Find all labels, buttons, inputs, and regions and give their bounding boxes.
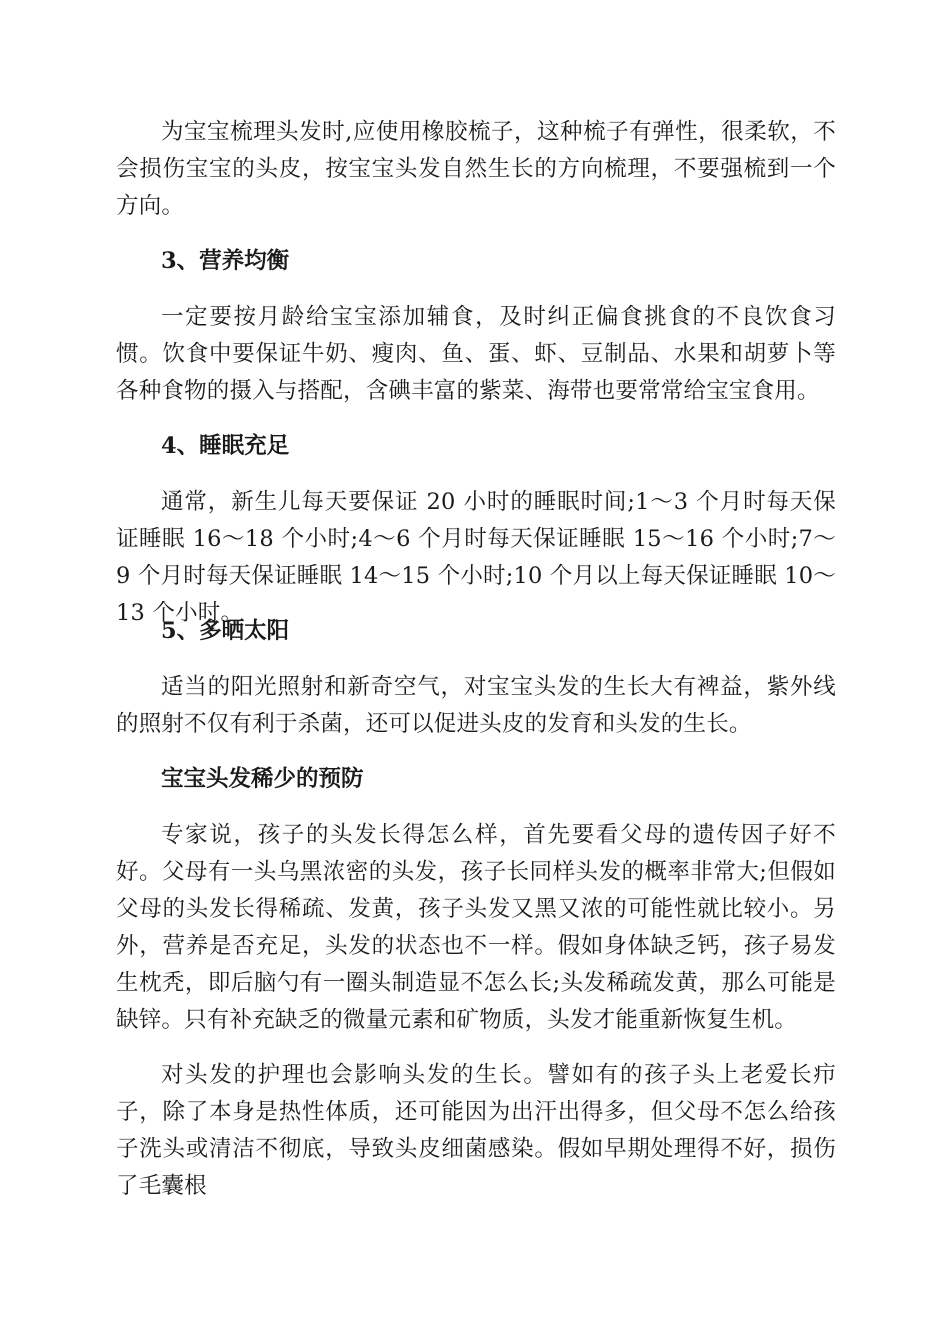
heading-prevention: 宝宝头发稀少的预防 [161, 766, 364, 792]
paragraph-hair-combing: 为宝宝梳理头发时,应使用橡胶梳子，这种梳子有弹性，很柔软，不会损伤宝宝的头皮，按宝宝头发自然生长的方向梳理，不要强梳到一个方向。 [116, 119, 836, 219]
paragraph-genetics: 专家说，孩子的头发长得怎么样，首先要看父母的遗传因子好不好。父母有一头乌黑浓密的头发，孩子长同样头发的概率非常大;但假如父母的头发长得稀疏、发黄，孩子头发又黑又浓的可能性就比较小。另外，营养是否充足，头发的状态也不一样。假如身体缺乏钙，孩子易发生枕秃，即后脑勺有一圈头制造显不怎么长;头发稀疏发黄，那么可能是缺锌。只有补充缺乏的微量元素和矿物质，头发才能重新恢复生机。 [116, 822, 836, 1033]
paragraph-hair-care: 对头发的护理也会影响头发的生长。譬如有的孩子头上老爱长疖子，除了本身是热性体质，还可能因为出汗出得多，但父母不怎么给孩子洗头或清洁不彻底，导致头皮细菌感染。假如早期处理得不好，损伤了毛囊根 [116, 1062, 836, 1199]
paragraph-sleep: 通常，新生儿每天要保证 20 小时的睡眠时间;1～3 个月时每天保证睡眠 16～18 个小时;4～6 个月时每天保证睡眠 15～16 个小时;7～9 个月时每天保证睡眠 14～15 个小时;10 个月以上每天保证睡眠 10～13 个小时。 [116, 489, 836, 626]
paragraph-sunlight: 适当的阳光照射和新奇空气，对宝宝头发的生长大有裨益，紫外线的照射不仅有利于杀菌，还可以促进头皮的发育和头发的生长。 [116, 674, 836, 737]
heading-nutrition: 3、营养均衡 [161, 248, 290, 274]
paragraph-nutrition: 一定要按月龄给宝宝添加辅食，及时纠正偏食挑食的不良饮食习惯。饮食中要保证牛奶、瘦肉、鱼、蛋、虾、豆制品、水果和胡萝卜等各种食物的摄入与搭配，含碘丰富的紫菜、海带也要常常给宝宝食用。 [116, 304, 836, 404]
heading-sunlight: 5、多晒太阳 [161, 618, 290, 644]
heading-sleep: 4、睡眠充足 [161, 433, 290, 459]
